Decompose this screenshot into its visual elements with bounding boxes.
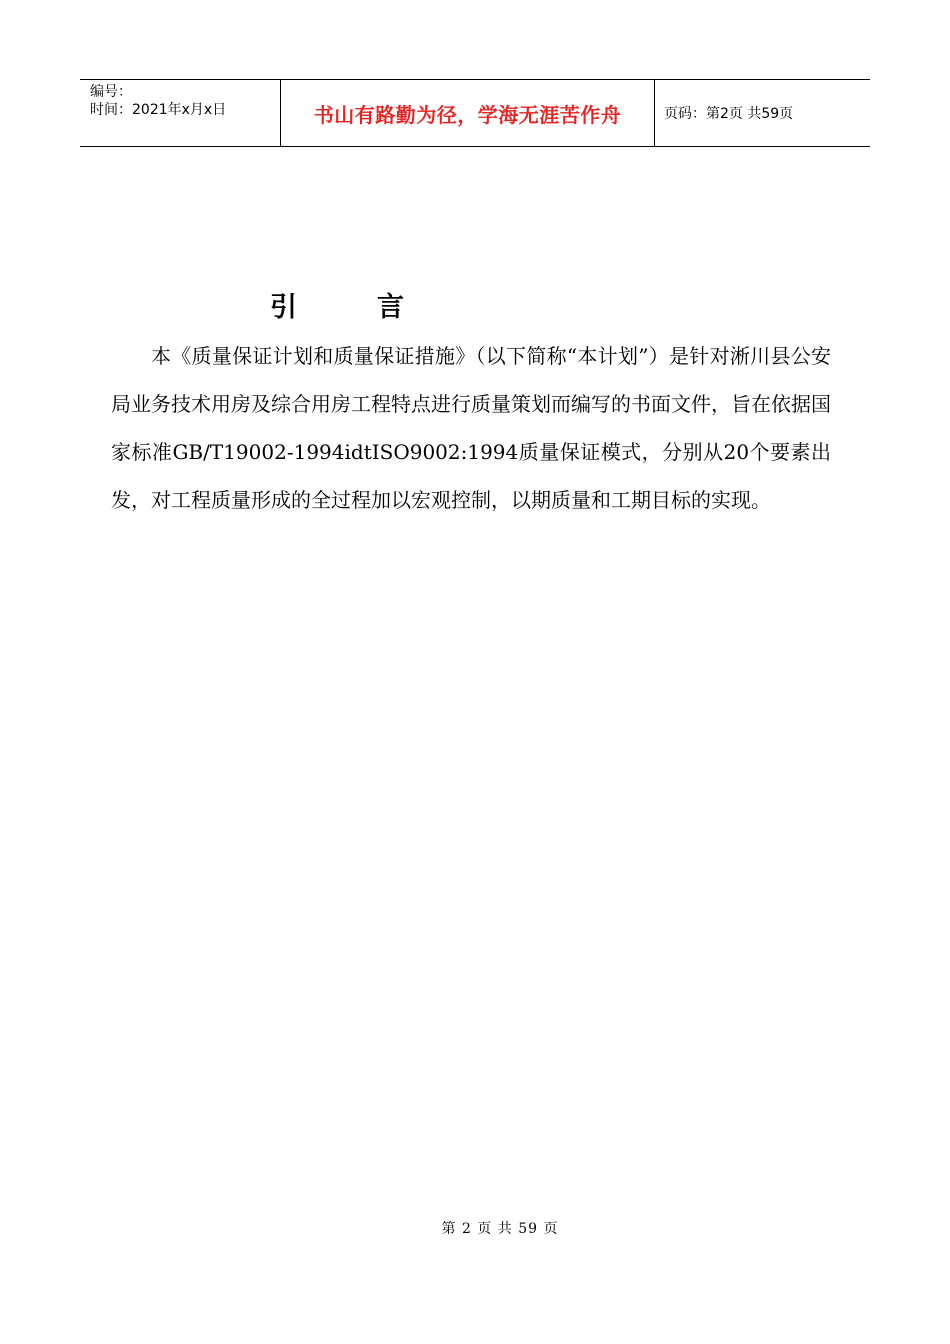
- time-label: 时间：2021年x月x日: [90, 102, 227, 118]
- header-meta-cell: [80, 80, 281, 146]
- body-paragraph: 本《质量保证计划和质量保证措施》（以下简称“本计划”）是针对淅川县公安局业务技术用房及综合用房工程特点进行质量策划而编写的书面文件，旨在依据国家标准GB/T19002-1994idtISO9002:1994质量保证模式，分别从20个要素出发，对工程质量形成的全过程加以宏观控制，以期质量和工期目标的实现。: [111, 344, 831, 512]
- header-page-cell: [655, 80, 870, 146]
- page-header: [80, 79, 870, 147]
- serial-number-label: 编号：: [90, 84, 132, 100]
- motto-text: 书山有路勤为径，学海无涯苦作舟: [313, 102, 622, 127]
- page-footer: 第 2 页 共 59 页: [441, 1221, 559, 1237]
- page-info: 页码：第2页 共59页: [664, 106, 794, 122]
- header-motto-cell: [281, 80, 655, 146]
- document-title: 引言: [270, 292, 484, 323]
